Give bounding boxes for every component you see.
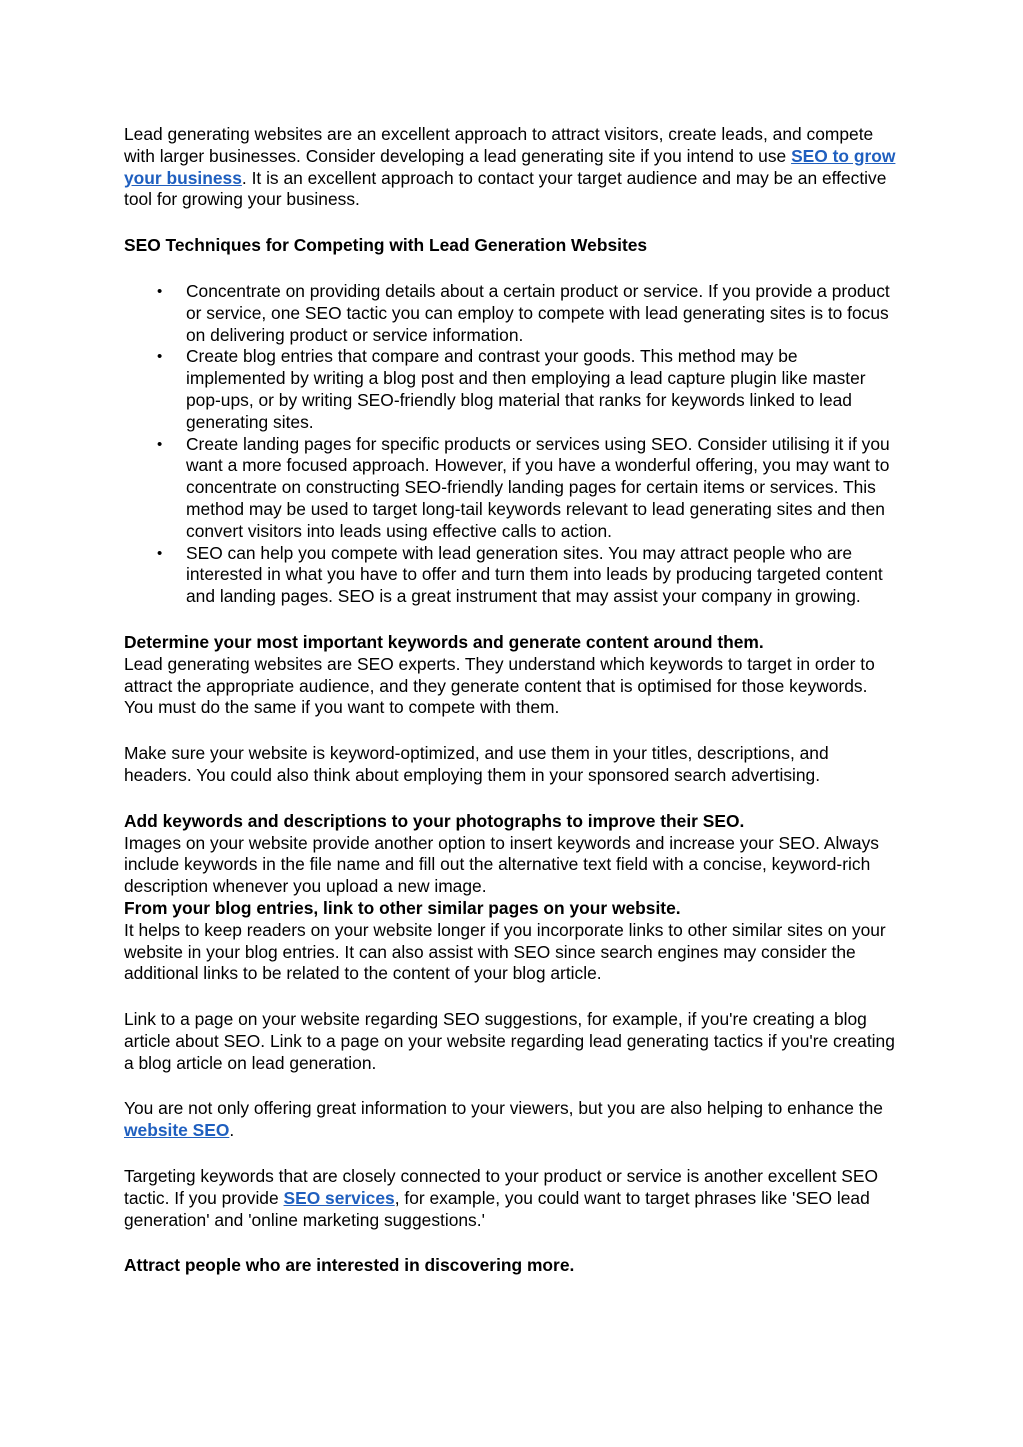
website-seo-text-end: .	[229, 1120, 235, 1141]
list-item	[124, 281, 896, 346]
list-item-text: Create blog entries that compare and contrast your goods. This method may be implemented by writing a blog post and then employing a lead capture plugin like master pop-ups, or by writing SEO-friendly blog material that ranks for keywords linked to lead generating sites.	[186, 346, 866, 432]
list-item-text: Concentrate on providing details about a certain product or service. If you provide a product or service, one SEO tactic you can employ to compete with lead generating sites is to focus on delivering product or service information.	[186, 280, 890, 345]
photos-paragraph: Images on your website provide another option to insert keywords and increase your SEO. Always include keywords in the file name and fill out the alternative text field with a concise, keyword-rich description whenever you upload a new image.	[124, 832, 879, 897]
website-seo-paragraph	[124, 1098, 896, 1142]
seo-to-grow-business-link[interactable]: SEO to grow your business	[124, 145, 896, 188]
techniques-heading: SEO Techniques for Competing with Lead Generation Websites	[124, 235, 648, 256]
list-item-text: SEO can help you compete with lead generation sites. You may attract people who are interested in what you have to offer and turn them into leads by producing targeted content and landing pages. SEO is a great instrument that may assist your company in growing.	[186, 542, 883, 607]
bullet-icon: •	[157, 348, 163, 366]
keywords-heading: Determine your most important keywords and generate content around them.	[124, 631, 764, 652]
list-item-text: Create landing pages for specific products or services using SEO. Consider utilising it if you want a more focused approach. However, if you have a wonderful offering, you may want to concentrate on constructing SEO-friendly landing pages for certain items or services. This method may be used to target long-tail keywords relevant to lead generating sites and then convert visitors into leads using effective calls to action.	[186, 433, 890, 541]
list-item	[124, 434, 896, 543]
techniques-list	[124, 281, 896, 608]
blog-links-heading: From your blog entries, link to other similar pages on your website.	[124, 897, 681, 918]
seo-services-paragraph	[124, 1166, 896, 1231]
bullet-icon: •	[157, 282, 163, 300]
bullet-icon: •	[157, 435, 163, 453]
attract-heading: Attract people who are interested in discovering more.	[124, 1255, 575, 1276]
list-item	[124, 346, 896, 433]
intro-paragraph	[124, 124, 896, 211]
website-seo-link[interactable]: website SEO	[124, 1120, 230, 1141]
intro-text-end: . It is an excellent approach to contact your target audience and may be an effective tool for growing your business.	[124, 167, 887, 210]
keywords-optimize-paragraph: Make sure your website is keyword-optimized, and use them in your titles, descriptions, and headers. You could also think about employing them in your sponsored search advertising.	[124, 743, 829, 785]
website-seo-text-start: You are not only offering great information to your viewers, but you are also helping to enhance the	[124, 1098, 883, 1119]
list-item	[124, 543, 896, 608]
photos-heading: Add keywords and descriptions to your photographs to improve their SEO.	[124, 810, 745, 831]
seo-services-text-end: , for example, you could want to target phrases like 'SEO lead generation' and 'online marketing suggestions.'	[124, 1187, 870, 1230]
blog-links-paragraph: It helps to keep readers on your website longer if you incorporate links to other similar sites on your website in your blog entries. It can also assist with SEO since search engines may consider the additional links to be related to the content of your blog article.	[124, 919, 886, 984]
seo-services-text-start: Targeting keywords that are closely connected to your product or service is another excellent SEO tactic. If you provide	[124, 1166, 878, 1208]
keywords-paragraph: Lead generating websites are SEO experts. They understand which keywords to target in order to attract the appropriate audience, and they generate content that is optimised for those keywords. You must do the same if you want to compete with them.	[124, 653, 875, 718]
intro-text-start: Lead generating websites are an excellent approach to attract visitors, create leads, and compete with larger businesses. Consider developing a lead generating site if you intend to use	[124, 124, 874, 166]
seo-suggestions-paragraph: Link to a page on your website regarding SEO suggestions, for example, if you're creating a blog article about SEO. Link to a page on your website regarding lead generating tactics if you're creating a blog article on lead generation.	[124, 1009, 895, 1073]
bullet-icon: •	[157, 544, 163, 562]
document-page	[124, 124, 896, 1277]
seo-services-link[interactable]: SEO services	[283, 1187, 395, 1208]
